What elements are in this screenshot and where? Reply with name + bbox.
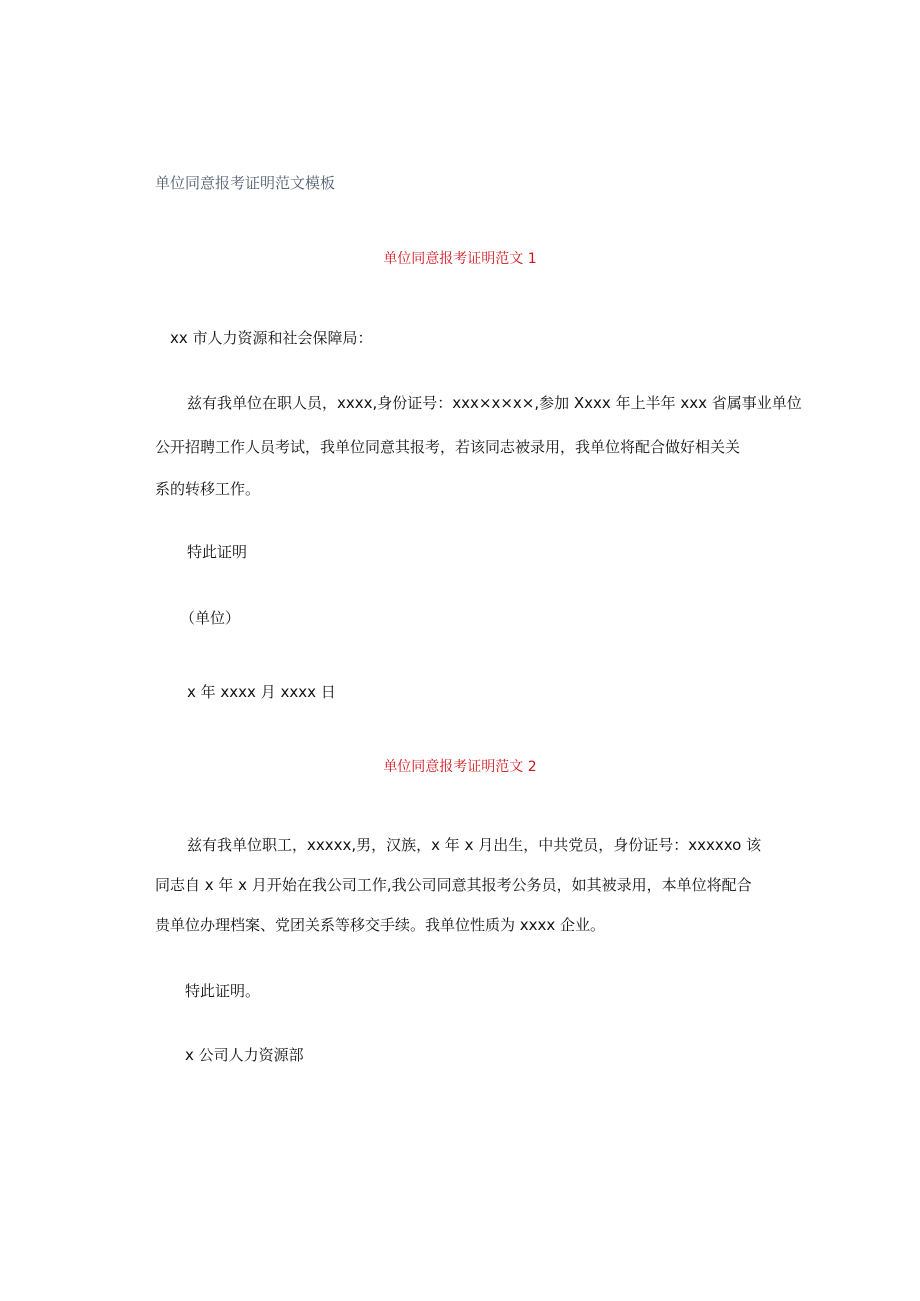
- sample1-body-line-2: 公开招聘工作人员考试，我单位同意其报考，若该同志被录用，我单位将配合做好相关关: [155, 438, 741, 456]
- sample1-body-line-3: 系的转移工作。: [155, 480, 261, 498]
- sample2-signature: x 公司人力资源部: [185, 1046, 304, 1064]
- sample1-addressee: xx 市人力资源和社会保障局：: [170, 329, 373, 347]
- sample2-heading: 单位同意报考证明范文 2: [383, 759, 537, 775]
- sample1-heading: 单位同意报考证明范文 1: [383, 251, 537, 267]
- sample2-body-line-3: 贵单位办理档案、党团关系等移交手续。我单位性质为 xxxx 企业。: [155, 916, 606, 934]
- sample1-unit: （单位）: [180, 609, 241, 627]
- document-title: 单位同意报考证明范文模板: [155, 174, 336, 192]
- sample2-body-line-1: 兹有我单位职工，xxxxx,男，汉族，x 年 x 月出生，中共党员，身份证号：xxxxxo 该: [187, 836, 762, 854]
- sample1-closing: 特此证明: [187, 543, 248, 561]
- sample2-closing: 特此证明。: [185, 982, 261, 1000]
- sample1-date: x 年 xxxx 月 xxxx 日: [187, 683, 336, 701]
- sample2-body-line-2: 同志自 x 年 x 月开始在我公司工作,我公司同意其报考公务员，如其被录用，本单位将配合: [155, 876, 752, 894]
- sample1-body-line-1: 兹有我单位在职人员，xxxx,身份证号：xxx×x×x×,参加 Xxxx 年上半年 xxx 省属事业单位: [187, 394, 802, 412]
